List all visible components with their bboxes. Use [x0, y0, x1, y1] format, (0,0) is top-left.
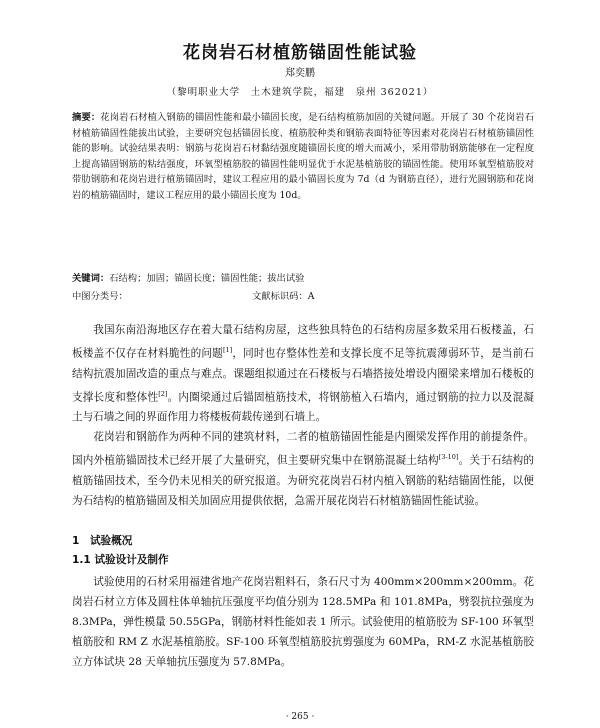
section-paragraph: 试验使用的石材采用福建省地产花岗岩粗料石，条石尺寸为 400mm×200mm×200mm。花岗岩石材立方体及圆柱体单轴抗压强度平均值分别为 128.5MPa 和 101.8MPa，劈裂抗拉强度为 8.3MPa，弹性模量 50.55GPa，钢筋材料性能如表 1 所示。试验使用的植筋胶为 SF-100 环氧型植筋胶和 RM Z 水泥基植筋胶。SF-100 环氧型植筋胶抗剪强度为 60MPa，RM-Z 水泥基植筋胶立方体试块 28 天单轴抗压强度为 57.8MPa。 — [72, 576, 534, 668]
abstract-text: 花岗岩石材植入钢筋的锚固性能和最小锚固长度，是石结构植筋加固的关键问题。开展了 30 个花岗岩石材植筋锚固性能拔出试验，主要研究包括锚固长度、植筋胶种类和钢筋表面特征等因素对花岗岩石材植筋锚固性能的影响。试验结果表明：钢筋与花岗岩石材黏结强度随锚固长度的增大而减小，采用带肋钢筋能够在一定程度上提高锚固钢筋的粘结强度，环氧型植筋胶的锚固性能明显优于水泥基植筋胶的锚固性能。使用环氧型植筋胶对带肋钢筋和花岗岩进行植筋锚固时，建议工程应用的最小锚固长度为 7d（d 为钢筋直径），进行光圆钢筋和花岗岩的植筋锚固时，建议工程应用的最小锚固长度为 10d。 — [72, 112, 534, 201]
para1-text-b: ，同时也存整体性差和支撑长度不足等抗震薄弱环节，是当前石结构抗震加固改造的重点与难点。课题组拟通过在石楼板与石墙搭接处增设内圈梁来增加石楼板的支撑长度和整体性 — [72, 347, 535, 404]
subsection-heading: 1.1 试验设计及制作 — [72, 554, 169, 566]
intro-paragraph-1 — [72, 320, 534, 427]
classification-line — [72, 289, 534, 304]
citation-ref[interactable]: [1] — [222, 346, 233, 354]
citation-ref[interactable]: [2] — [158, 389, 168, 398]
abstract — [72, 110, 534, 204]
para2-text-a: 花岗岩和钢筋作为两种不同的建筑材料，二者的植筋锚固性能是内圈梁发挥作用的前提条件。国内外植筋锚固技术已经开展了大量研究，但主要研究集中在钢筋混凝土结构 — [72, 431, 534, 467]
section-heading: 1 试验概况 — [72, 535, 133, 547]
intro-paragraph-2 — [72, 427, 534, 511]
document-code: 文献标识码：A — [252, 291, 315, 302]
author-affiliation: （黎明职业大学 土木建筑学院，福建 泉州 362021） — [166, 87, 434, 98]
keywords-text: 石结构；加固；锚固长度；锚固性能；拔出试验 — [109, 273, 305, 284]
paper-title: 花岗岩石材植筋锚固性能试验 — [183, 43, 417, 63]
keywords-label: 关键词： — [72, 273, 110, 284]
abstract-label: 摘要： — [72, 112, 101, 123]
keywords — [72, 271, 534, 286]
para2-text-b: 。关于石结构的植筋锚固技术，至今仍未见相关的研究报道。为研究花岗岩石材内植入钢筋的粘结锚固性能，以便为石结构的植筋锚固及相关加固应用提供依据，急需开展花岗岩石材植筋锚固性能试验。 — [72, 454, 535, 507]
citation-ref[interactable]: [3-10] — [438, 453, 459, 461]
para1-text-c: 。内圈梁通过后锚固植筋技术，将钢筋植入石墙内，通过钢筋的拉力以及混凝土与石墙之间的界面作用力将楼板荷载传递到石墙上。 — [72, 391, 535, 424]
page-number: · 265 · — [285, 712, 315, 722]
para1-text-a: 我国东南沿海地区存在着大量石结构房屋，这些独具特色的石结构房屋多数采用石板楼盖，石板楼盖不仅存在材料脆性的问题 — [72, 324, 534, 360]
clc-number: 中图分类号： — [72, 291, 128, 302]
author-name: 郑奕鹏 — [285, 68, 315, 79]
